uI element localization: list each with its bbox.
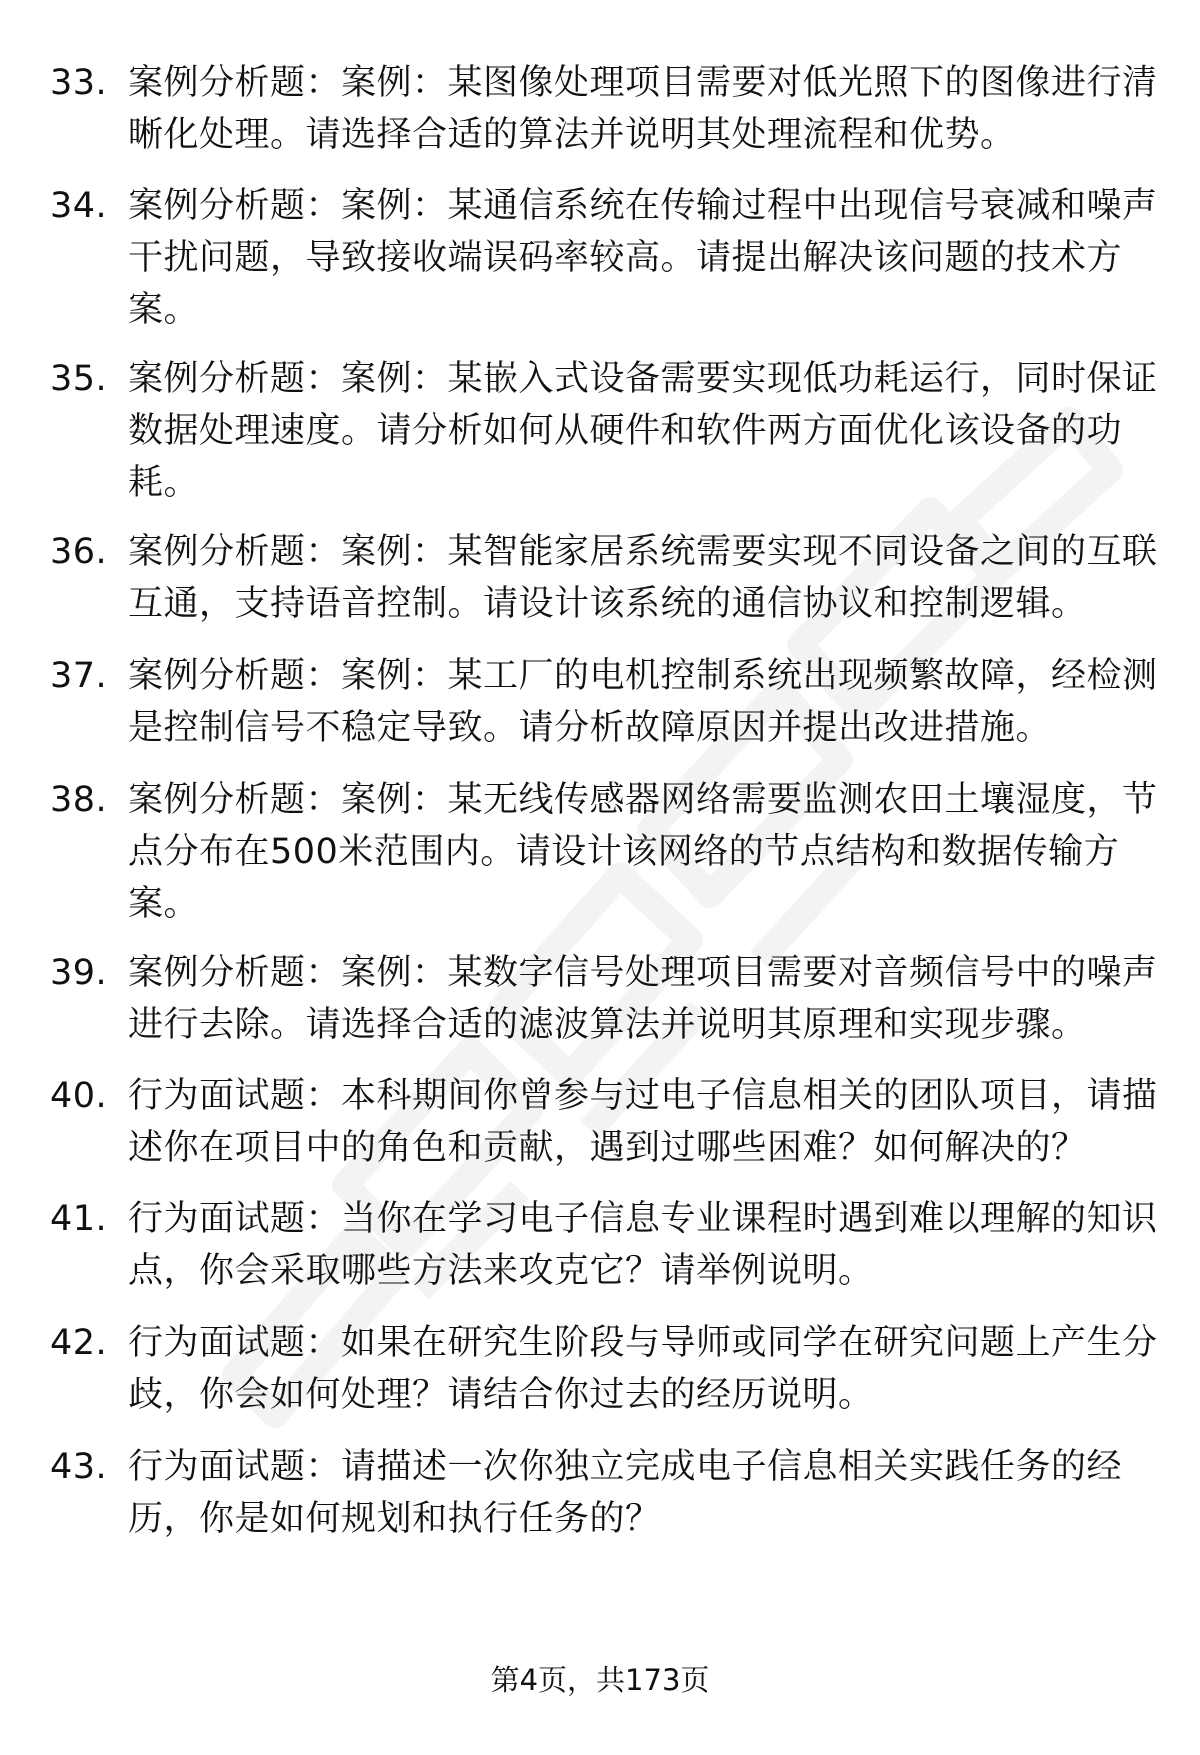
- question-number: 40.: [50, 1076, 108, 1116]
- question-text: 案例分析题：案例：某图像处理项目需要对低光照下的图像进行清晰化处理。请选择合适的算法并说明其处理流程和优势。: [128, 63, 1158, 155]
- question-text: 行为面试题：如果在研究生阶段与导师或同学在研究问题上产生分歧，你会如何处理？请结合你过去的经历说明。: [128, 1323, 1158, 1415]
- question-text: 案例分析题：案例：某无线传感器网络需要监测农田土壤湿度，节点分布在500米范围内。请设计该网络的节点结构和数据传输方案。: [128, 780, 1158, 924]
- question-item: [50, 774, 1160, 930]
- question-number: 39.: [50, 953, 108, 993]
- question-number: 33.: [50, 63, 108, 103]
- question-number: 34.: [50, 186, 108, 226]
- question-number: 35.: [50, 359, 108, 399]
- question-item: [50, 947, 1160, 1051]
- question-text: 案例分析题：案例：某数字信号处理项目需要对音频信号中的噪声进行去除。请选择合适的滤波算法并说明其原理和实现步骤。: [128, 953, 1158, 1045]
- question-text: 行为面试题：当你在学习电子信息专业课程时遇到难以理解的知识点，你会采取哪些方法来攻克它？请举例说明。: [128, 1199, 1158, 1291]
- question-text: 行为面试题：请描述一次你独立完成电子信息相关实践任务的经历，你是如何规划和执行任务的？: [128, 1447, 1123, 1539]
- question-number: 42.: [50, 1323, 108, 1363]
- question-number: 43.: [50, 1447, 108, 1487]
- page-footer: 第4页，共173页: [490, 1663, 710, 1697]
- question-text: 案例分析题：案例：某通信系统在传输过程中出现信号衰减和噪声干扰问题，导致接收端误码率较高。请提出解决该问题的技术方案。: [128, 186, 1158, 330]
- question-number: 41.: [50, 1199, 108, 1239]
- question-text: 案例分析题：案例：某嵌入式设备需要实现低功耗运行，同时保证数据处理速度。请分析如何从硬件和软件两方面优化该设备的功耗。: [128, 359, 1158, 503]
- question-number: 38.: [50, 780, 108, 820]
- question-item: [50, 180, 1160, 336]
- question-text: 行为面试题：本科期间你曾参与过电子信息相关的团队项目，请描述你在项目中的角色和贡献，遇到过哪些困难？如何解决的？: [128, 1076, 1158, 1168]
- question-item: [50, 1193, 1160, 1297]
- question-number: 37.: [50, 656, 108, 696]
- question-text: 案例分析题：案例：某智能家居系统需要实现不同设备之间的互联互通，支持语音控制。请设计该系统的通信协议和控制逻辑。: [128, 532, 1158, 624]
- question-item: [50, 526, 1160, 630]
- question-text: 案例分析题：案例：某工厂的电机控制系统出现频繁故障，经检测是控制信号不稳定导致。请分析故障原因并提出改进措施。: [128, 656, 1158, 748]
- question-item: [50, 1441, 1160, 1545]
- question-item: [50, 1317, 1160, 1421]
- question-number: 36.: [50, 532, 108, 572]
- question-item: [50, 57, 1160, 161]
- question-item: [50, 650, 1160, 754]
- question-item: [50, 353, 1160, 509]
- question-item: [50, 1070, 1160, 1174]
